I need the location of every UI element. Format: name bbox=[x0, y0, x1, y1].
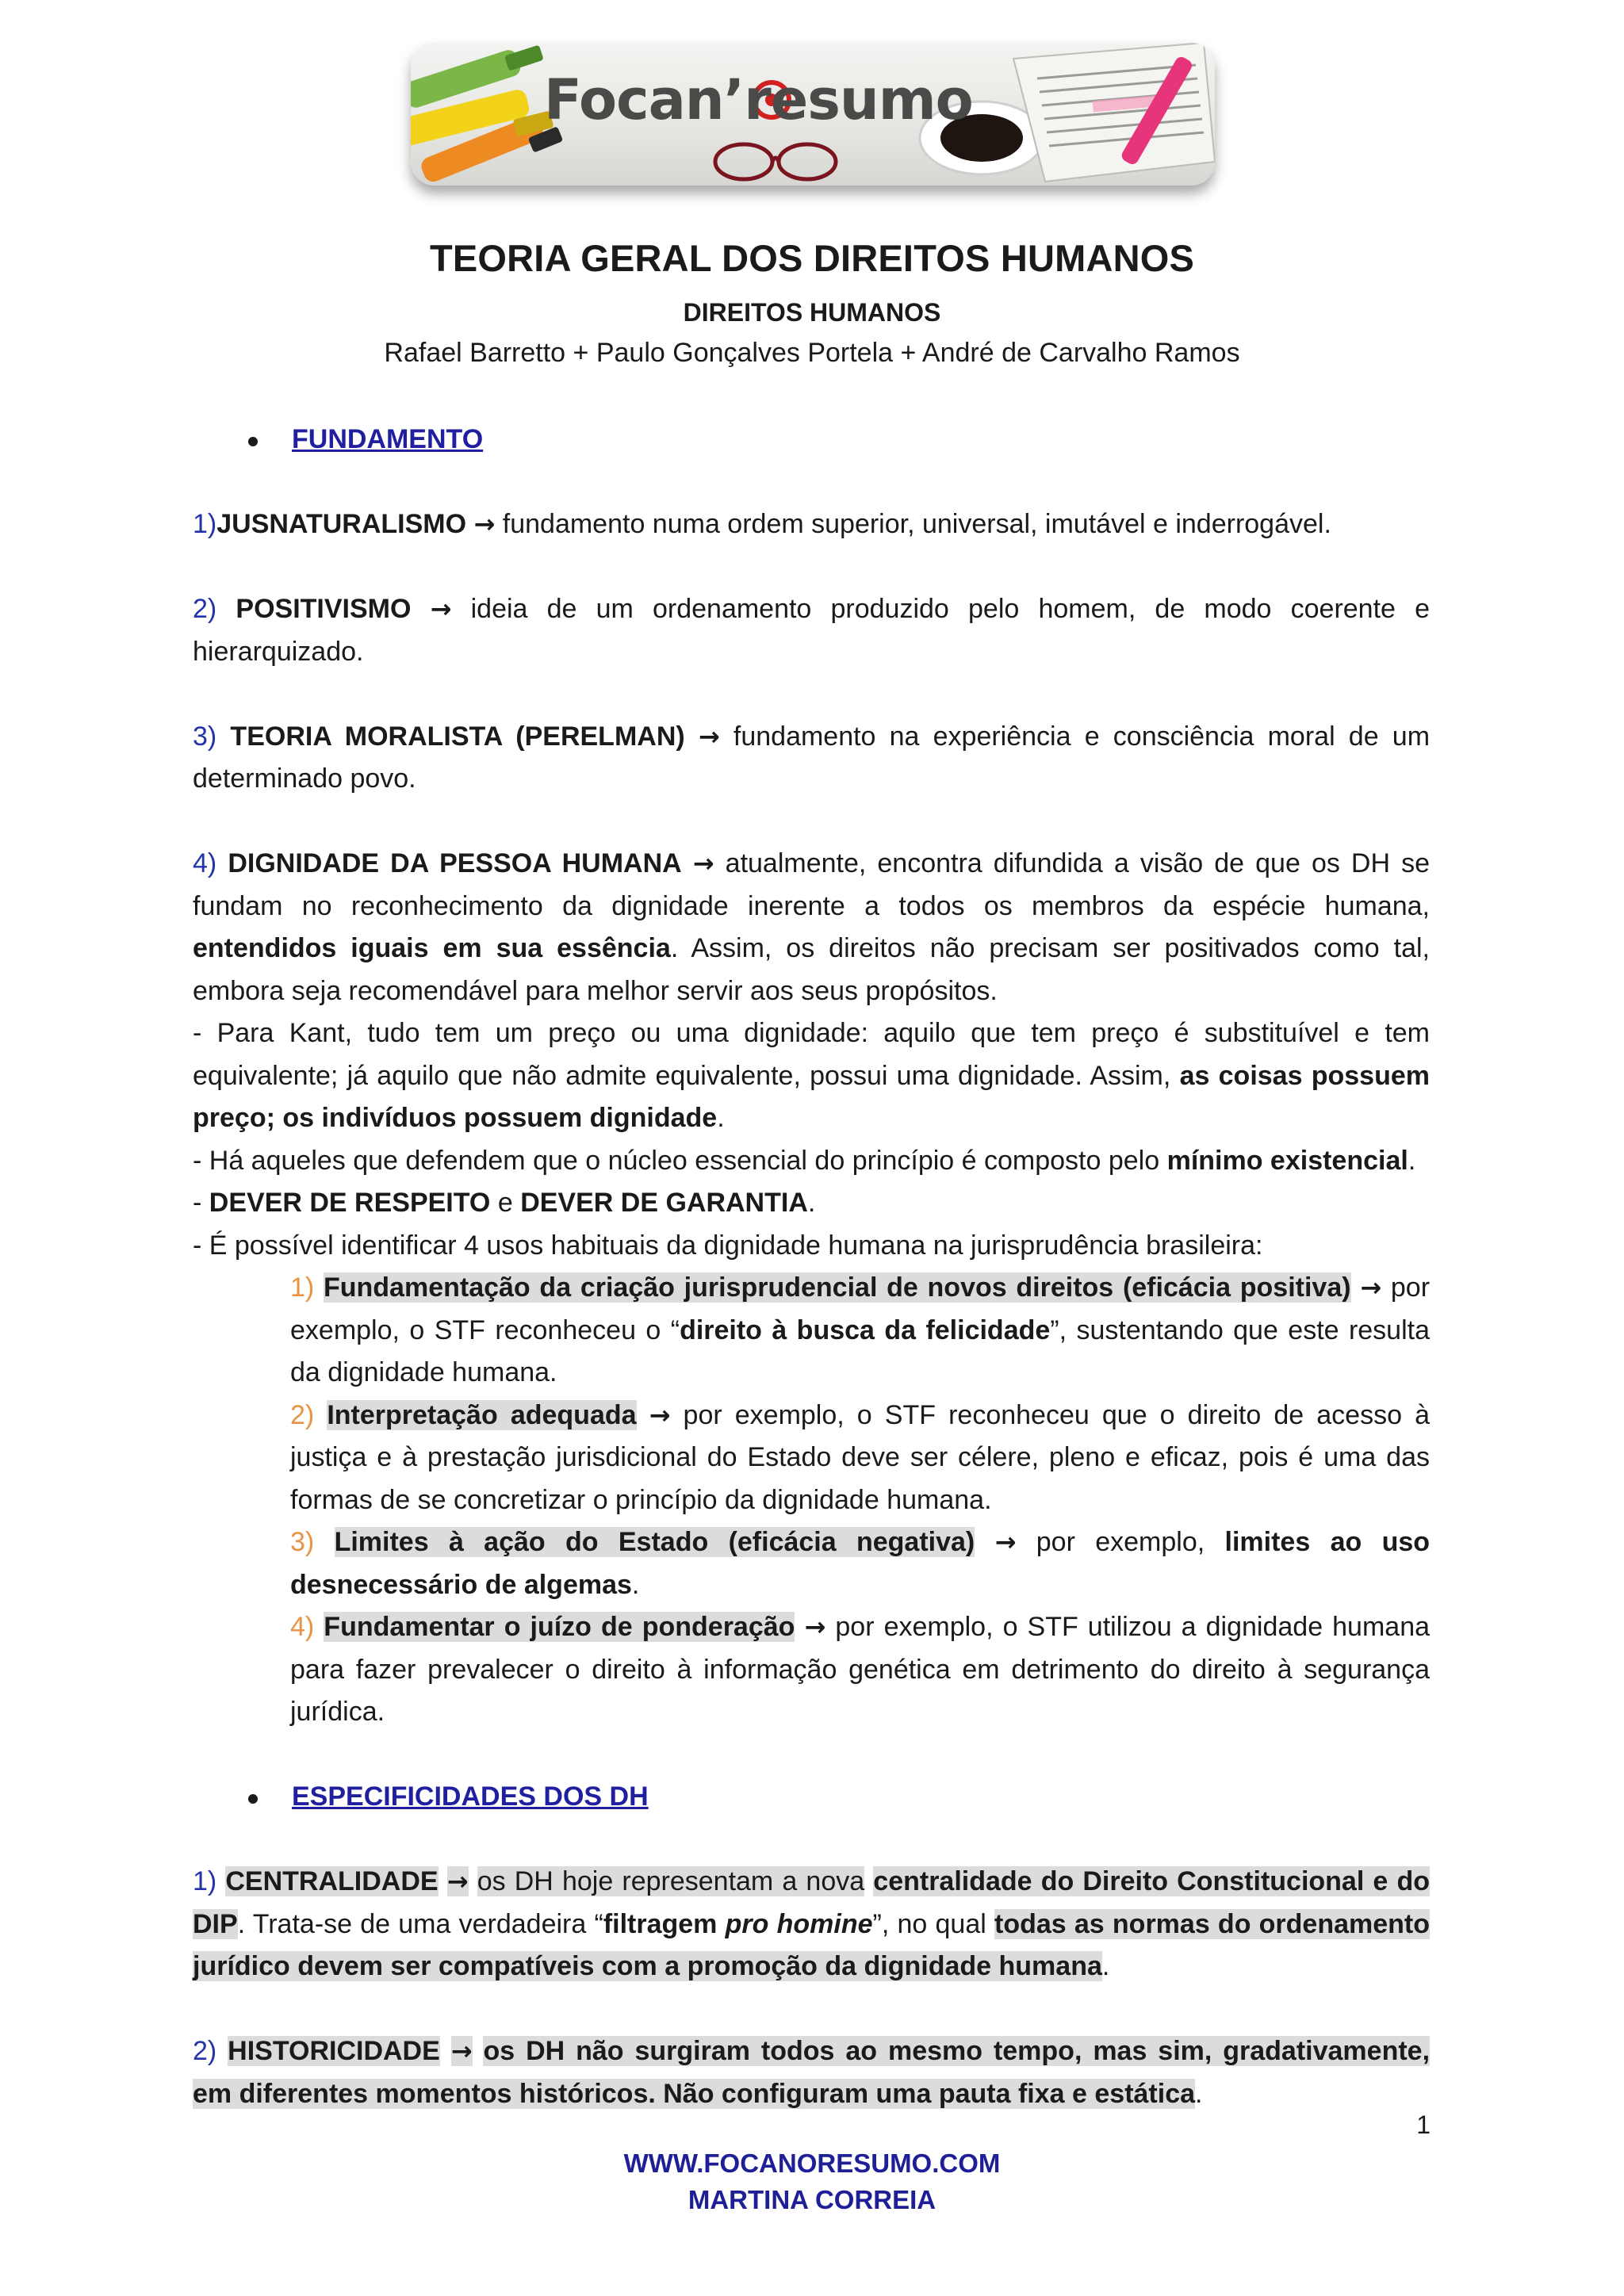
arrow-right-icon: → bbox=[473, 509, 496, 539]
arrow-right-icon: → bbox=[649, 1399, 671, 1430]
section-heading-fundamento: FUNDAMENTO bbox=[193, 419, 1430, 461]
fundamento-item-dignidade: 4) DIGNIDADE DA PESSOA HUMANA → atualmente, encontra difundida a visão de que os DH se fundam no reconhecimento da dignidade inerente a todos os membros da espécie humana, entendidos iguais em sua essência. Assim, os direitos não precisam ser positivados como tal, embora seja recomendável para melhor servir aos seus propósitos. bbox=[193, 848, 1431, 1006]
uso-item-4: 4) Fundamentar o juízo de ponderação → por exemplo, o STF utilizou a dignidade humana para fazer prevalecer o direito à informação genética em detrimento do direito à segurança jurídica. bbox=[290, 1612, 1431, 1727]
glasses-image bbox=[715, 144, 836, 179]
uso-item-1: 1) Fundamentação da criação jurisprudencial de novos direitos (eficácia positiva) → por exemplo, o STF reconheceu o “direito à busca da felicidade”, sustentando que este resulta da dignidade humana. bbox=[290, 1272, 1431, 1387]
document-authors: Rafael Barretto + Paulo Gonçalves Portela + André de Carvalho Ramos bbox=[384, 338, 1240, 368]
arrow-right-icon: → bbox=[994, 1527, 1017, 1557]
especificidade-historicidade: 2) HISTORICIDADE → os DH não surgiram todos ao mesmo tempo, mas sim, gradativamente, em diferentes momentos históricos. Não configuram uma pauta fixa e estática. bbox=[193, 2036, 1431, 2109]
fundamento-item-teoria-moralista: 3) TEORIA MORALISTA (PERELMAN) → fundamento na experiência e consciência moral de um determinado povo. bbox=[193, 721, 1431, 794]
arrow-right-icon: → bbox=[804, 1612, 826, 1642]
uso-item-3: 3) Limites à ação do Estado (eficácia negativa) → por exemplo, limites ao uso desnecessário de algemas. bbox=[290, 1527, 1431, 1600]
book-image bbox=[1013, 43, 1215, 182]
arrow-right-icon: → bbox=[692, 848, 714, 878]
arrow-right-icon: → bbox=[446, 1866, 469, 1896]
minimo-existencial-paragraph: - Há aqueles que defendem que o núcleo essencial do princípio é composto pelo mínimo existencial. bbox=[193, 1145, 1416, 1176]
header-banner bbox=[411, 43, 1215, 186]
bullet-icon bbox=[248, 1794, 258, 1804]
fundamento-item-jusnaturalismo: 1)JUSNATURALISMO → fundamento numa ordem superior, universal, imutável e inderrogável. bbox=[193, 509, 1331, 539]
document-title: TEORIA GERAL DOS DIREITOS HUMANOS bbox=[429, 237, 1195, 279]
arrow-right-icon: → bbox=[1360, 1272, 1382, 1303]
fundamento-item-positivismo: 2) POSITIVISMO → ideia de um ordenamento produzido pelo homem, de modo coerente e hierarquizado. bbox=[193, 594, 1431, 667]
kant-paragraph: - Para Kant, tudo tem um preço ou uma dignidade: aquilo que tem preço é substituível e tem equivalente; já aquilo que não admite equivalente, possui uma dignidade. Assim, as coisas possuem preço; os indivíduos possuem dignidade. bbox=[193, 1018, 1430, 1133]
highlighters-image bbox=[411, 44, 563, 184]
arrow-right-icon: → bbox=[450, 2036, 473, 2066]
arrow-right-icon: → bbox=[430, 594, 452, 624]
document-body bbox=[193, 419, 1430, 2115]
deveres-paragraph: - DEVER DE RESPEITO e DEVER DE GARANTIA. bbox=[193, 1188, 816, 1218]
page-number: 1 bbox=[1416, 2110, 1431, 2139]
bullet-icon bbox=[248, 437, 258, 446]
especificidade-centralidade: 1) CENTRALIDADE → os DH hoje representam a nova centralidade do Direito Constitucional e do DIP. Trata-se de uma verdadeira “filtragem pro homine”, no qual todas as normas do ordenamento jurídico devem ser compatíveis com a promoção da dignidade humana. bbox=[193, 1866, 1431, 1981]
footer-website: WWW.FOCANORESUMO.COM bbox=[623, 2149, 1001, 2178]
document-subtitle: DIREITOS HUMANOS bbox=[683, 298, 941, 327]
uso-item-2: 2) Interpretação adequada → por exemplo, o STF reconheceu que o direito de acesso à justiça e à prestação jurisdicional do Estado deve ser célere, pleno e eficaz, pois é uma das formas de se concretizar o princípio da dignidade humana. bbox=[290, 1399, 1430, 1515]
logo-text: Focan’resumo bbox=[544, 67, 973, 132]
arrow-right-icon: → bbox=[698, 721, 720, 752]
footer-author: MARTINA CORREIA bbox=[688, 2185, 936, 2214]
usos-intro: - É possível identificar 4 usos habituais da dignidade humana na jurisprudência brasileira: bbox=[193, 1230, 1263, 1261]
section-heading-especificidades: ESPECIFICIDADES DOS DH bbox=[193, 1776, 1430, 1819]
